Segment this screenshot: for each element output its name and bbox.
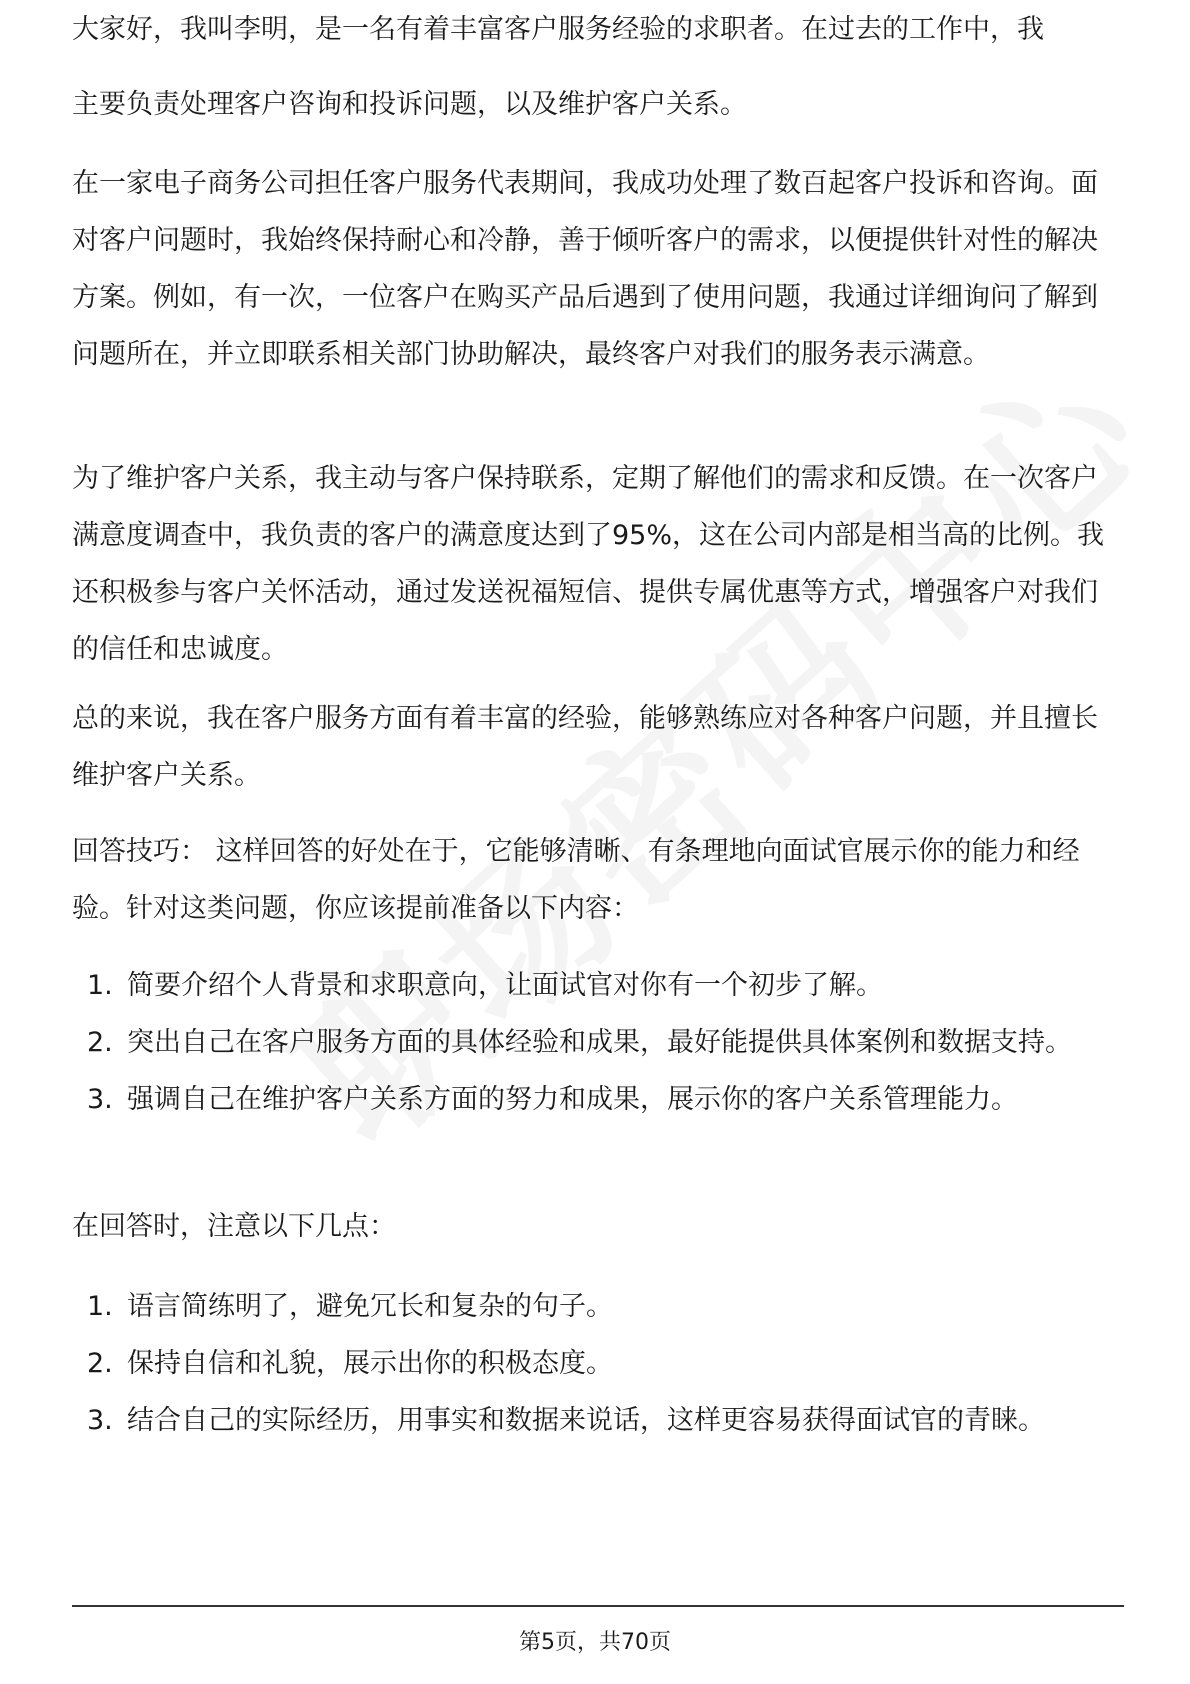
tips-list xyxy=(72,957,1122,1128)
list-number: 3. xyxy=(87,1084,113,1115)
list-number: 3. xyxy=(87,1405,113,1436)
list-item xyxy=(72,1278,1122,1335)
paragraph-relationship: 为了维护客户关系，我主动与客户保持联系，定期了解他们的需求和反馈。在一次客户满意度调查中，我负责的客户的满意度达到了95%，这在公司内部是相当高的比例。我还积极参与客户关怀活动，通过发送祝福短信、提供专属优惠等方式，增强客户对我们的信任和忠诚度。 xyxy=(72,463,1105,665)
list-text: 突出自己在客户服务方面的具体经验和成果，最好能提供具体案例和数据支持。 xyxy=(127,1027,1072,1058)
paragraph-summary: 总的来说，我在客户服务方面有着丰富的经验，能够熟练应对各种客户问题，并且擅长维护客户关系。 xyxy=(72,703,1098,791)
list-number: 1. xyxy=(87,970,113,1001)
footer-divider xyxy=(72,1605,1124,1607)
list-number: 2. xyxy=(87,1027,113,1058)
list-item xyxy=(72,1335,1122,1392)
list-text: 简要介绍个人背景和求职意向，让面试官对你有一个初步了解。 xyxy=(127,970,883,1001)
list-number: 2. xyxy=(87,1348,113,1379)
notes-list xyxy=(72,1278,1122,1449)
paragraph-experience: 在一家电子商务公司担任客户服务代表期间，我成功处理了数百起客户投诉和咨询。面对客户问题时，我始终保持耐心和冷静，善于倾听客户的需求，以便提供针对性的解决方案。例如，有一次，一位客户在购买产品后遇到了使用问题，我通过详细询问了解到问题所在，并立即联系相关部门协助解决，最终客户对我们的服务表示满意。 xyxy=(72,168,1098,370)
notes-heading: 在回答时，注意以下几点： xyxy=(72,1211,396,1242)
list-text: 强调自己在维护客户关系方面的努力和成果，展示你的客户关系管理能力。 xyxy=(127,1084,1018,1115)
list-text: 语言简练明了，避免冗长和复杂的句子。 xyxy=(127,1291,613,1322)
paragraph-tips: 回答技巧： 这样回答的好处在于，它能够清晰、有条理地向面试官展示你的能力和经验。针对这类问题，你应该提前准备以下内容： xyxy=(72,836,1080,924)
page-number: 第5页，共70页 xyxy=(519,1630,671,1655)
list-item xyxy=(72,1014,1122,1071)
list-text: 保持自信和礼貌，展示出你的积极态度。 xyxy=(127,1348,613,1379)
list-number: 1. xyxy=(87,1291,113,1322)
list-item xyxy=(72,957,1122,1014)
list-text: 结合自己的实际经历，用事实和数据来说话，这样更容易获得面试官的青睐。 xyxy=(127,1405,1045,1436)
list-item xyxy=(72,1392,1122,1449)
intro-line: 主要负责处理客户咨询和投诉问题，以及维护客户关系。 xyxy=(72,89,747,120)
clipped-line: 大家好，我叫李明，是一名有着丰富客户服务经验的求职者。在过去的工作中，我 xyxy=(72,14,1044,45)
list-item xyxy=(72,1071,1122,1128)
